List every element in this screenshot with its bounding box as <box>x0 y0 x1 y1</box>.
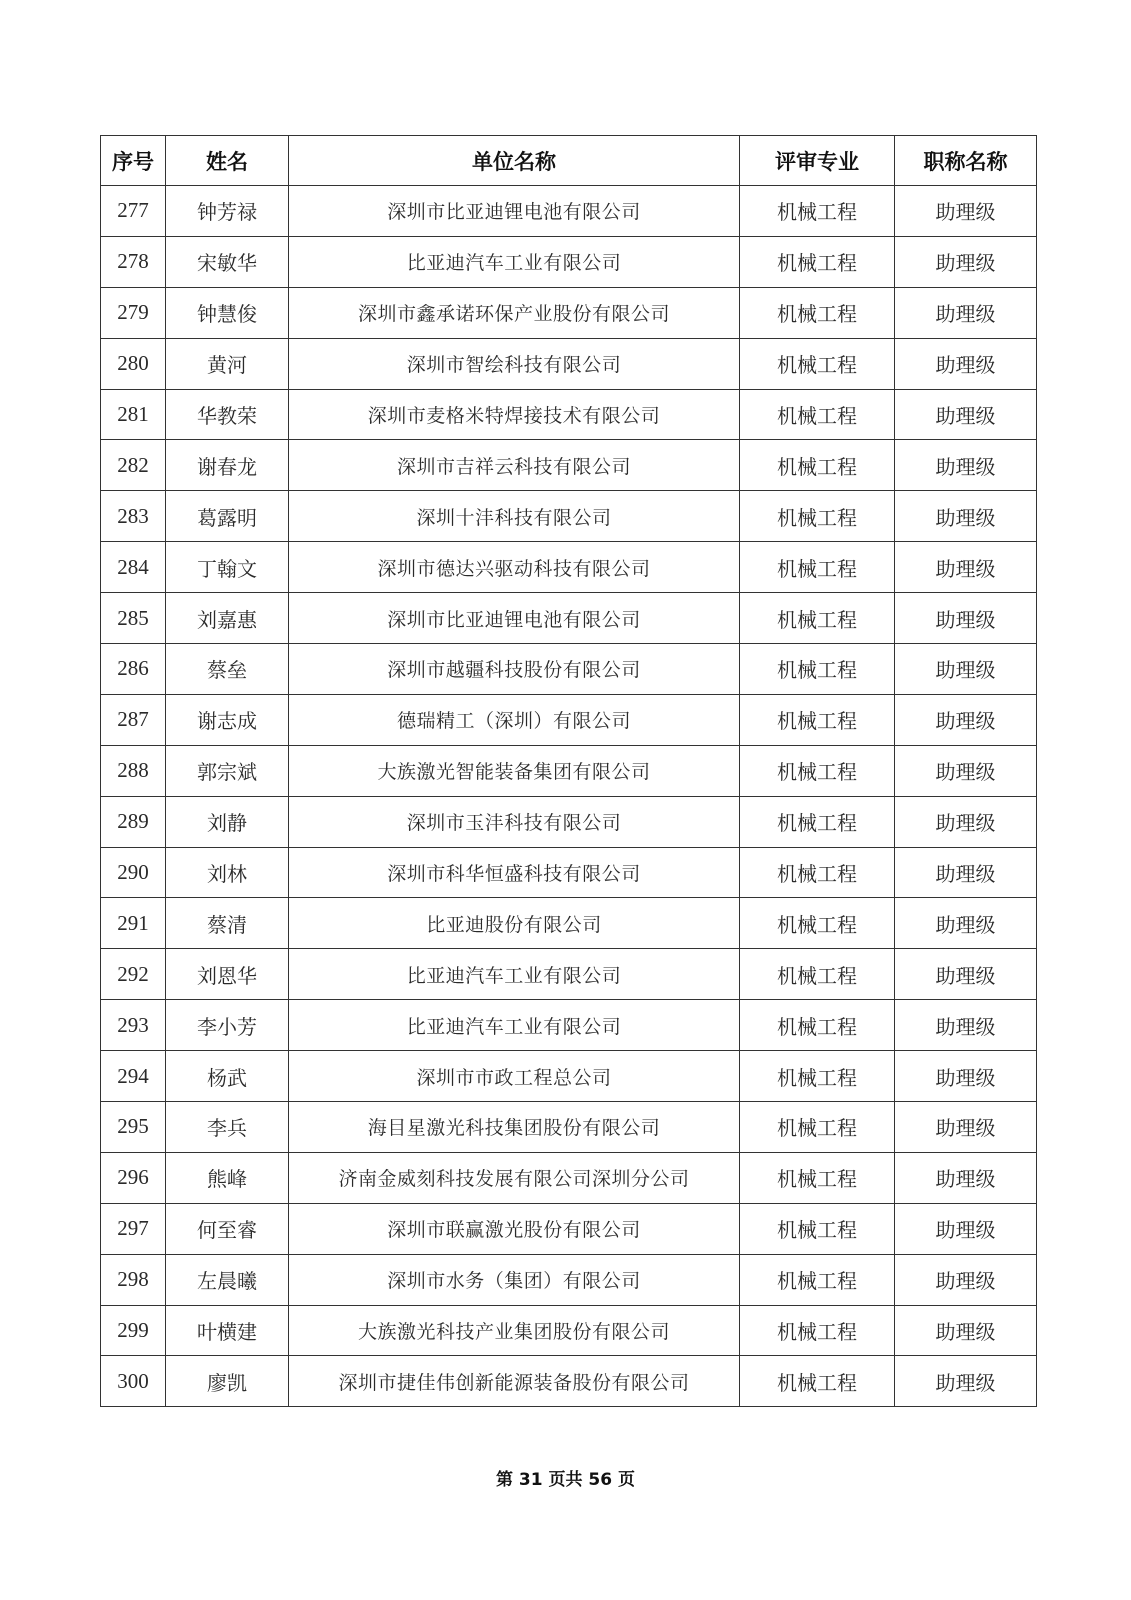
cell-title: 助理级 <box>895 694 1037 745</box>
cell-organization: 深圳市吉祥云科技有限公司 <box>289 440 740 491</box>
cell-name: 叶横建 <box>166 1305 289 1356</box>
cell-organization: 比亚迪股份有限公司 <box>289 898 740 949</box>
cell-title: 助理级 <box>895 1102 1037 1153</box>
cell-name: 钟慧俊 <box>166 287 289 338</box>
cell-specialty: 机械工程 <box>740 898 895 949</box>
header-index: 序号 <box>101 136 166 186</box>
cell-specialty: 机械工程 <box>740 1356 895 1407</box>
cell-specialty: 机械工程 <box>740 694 895 745</box>
cell-name: 李小芳 <box>166 1000 289 1051</box>
cell-organization: 海目星激光科技集团股份有限公司 <box>289 1102 740 1153</box>
cell-specialty: 机械工程 <box>740 389 895 440</box>
cell-name: 黄河 <box>166 338 289 389</box>
cell-name: 何至睿 <box>166 1203 289 1254</box>
cell-title: 助理级 <box>895 389 1037 440</box>
cell-specialty: 机械工程 <box>740 1254 895 1305</box>
cell-index: 286 <box>101 644 166 695</box>
cell-title: 助理级 <box>895 1254 1037 1305</box>
cell-specialty: 机械工程 <box>740 949 895 1000</box>
cell-title: 助理级 <box>895 440 1037 491</box>
cell-title: 助理级 <box>895 236 1037 287</box>
cell-title: 助理级 <box>895 796 1037 847</box>
table-row <box>101 287 1037 338</box>
table-row <box>101 389 1037 440</box>
cell-name: 李兵 <box>166 1102 289 1153</box>
table-row <box>101 796 1037 847</box>
table-row <box>101 542 1037 593</box>
cell-specialty: 机械工程 <box>740 1152 895 1203</box>
cell-name: 刘恩华 <box>166 949 289 1000</box>
cell-organization: 深圳市玉沣科技有限公司 <box>289 796 740 847</box>
cell-index: 280 <box>101 338 166 389</box>
cell-specialty: 机械工程 <box>740 1305 895 1356</box>
cell-organization: 济南金威刻科技发展有限公司深圳分公司 <box>289 1152 740 1203</box>
cell-organization: 深圳市麦格米特焊接技术有限公司 <box>289 389 740 440</box>
cell-index: 282 <box>101 440 166 491</box>
cell-index: 278 <box>101 236 166 287</box>
cell-organization: 深圳市捷佳伟创新能源装备股份有限公司 <box>289 1356 740 1407</box>
cell-organization: 深圳市水务（集团）有限公司 <box>289 1254 740 1305</box>
cell-organization: 深圳市比亚迪锂电池有限公司 <box>289 593 740 644</box>
cell-specialty: 机械工程 <box>740 593 895 644</box>
cell-title: 助理级 <box>895 1356 1037 1407</box>
cell-index: 284 <box>101 542 166 593</box>
cell-specialty: 机械工程 <box>740 1203 895 1254</box>
table-row <box>101 1254 1037 1305</box>
cell-specialty: 机械工程 <box>740 847 895 898</box>
table-row <box>101 236 1037 287</box>
cell-organization: 大族激光智能装备集团有限公司 <box>289 745 740 796</box>
cell-name: 蔡清 <box>166 898 289 949</box>
cell-name: 熊峰 <box>166 1152 289 1203</box>
roster-table-container <box>100 135 1036 1407</box>
cell-index: 277 <box>101 186 166 237</box>
cell-organization: 深圳市越疆科技股份有限公司 <box>289 644 740 695</box>
cell-index: 300 <box>101 1356 166 1407</box>
cell-specialty: 机械工程 <box>740 644 895 695</box>
cell-name: 谢志成 <box>166 694 289 745</box>
cell-specialty: 机械工程 <box>740 1051 895 1102</box>
cell-index: 290 <box>101 847 166 898</box>
table-row <box>101 949 1037 1000</box>
table-row <box>101 186 1037 237</box>
cell-index: 299 <box>101 1305 166 1356</box>
cell-specialty: 机械工程 <box>740 1102 895 1153</box>
cell-index: 297 <box>101 1203 166 1254</box>
cell-organization: 德瑞精工（深圳）有限公司 <box>289 694 740 745</box>
cell-specialty: 机械工程 <box>740 1000 895 1051</box>
cell-organization: 深圳市鑫承诺环保产业股份有限公司 <box>289 287 740 338</box>
table-row <box>101 593 1037 644</box>
cell-name: 谢春龙 <box>166 440 289 491</box>
cell-specialty: 机械工程 <box>740 745 895 796</box>
roster-table <box>100 135 1037 1407</box>
cell-title: 助理级 <box>895 593 1037 644</box>
cell-title: 助理级 <box>895 491 1037 542</box>
cell-name: 钟芳禄 <box>166 186 289 237</box>
cell-name: 丁翰文 <box>166 542 289 593</box>
cell-index: 288 <box>101 745 166 796</box>
table-row <box>101 898 1037 949</box>
cell-organization: 深圳市市政工程总公司 <box>289 1051 740 1102</box>
cell-organization: 深圳市智绘科技有限公司 <box>289 338 740 389</box>
header-title: 职称名称 <box>895 136 1037 186</box>
cell-index: 292 <box>101 949 166 1000</box>
table-row <box>101 1356 1037 1407</box>
cell-index: 287 <box>101 694 166 745</box>
table-body <box>101 186 1037 1407</box>
cell-title: 助理级 <box>895 1152 1037 1203</box>
cell-organization: 深圳市比亚迪锂电池有限公司 <box>289 186 740 237</box>
cell-organization: 比亚迪汽车工业有限公司 <box>289 1000 740 1051</box>
cell-title: 助理级 <box>895 745 1037 796</box>
cell-specialty: 机械工程 <box>740 186 895 237</box>
table-row <box>101 338 1037 389</box>
header-specialty: 评审专业 <box>740 136 895 186</box>
table-row <box>101 491 1037 542</box>
table-row <box>101 1203 1037 1254</box>
cell-index: 295 <box>101 1102 166 1153</box>
cell-index: 296 <box>101 1152 166 1203</box>
table-row <box>101 694 1037 745</box>
cell-title: 助理级 <box>895 186 1037 237</box>
cell-index: 281 <box>101 389 166 440</box>
table-row <box>101 745 1037 796</box>
cell-specialty: 机械工程 <box>740 542 895 593</box>
table-row <box>101 1305 1037 1356</box>
cell-index: 298 <box>101 1254 166 1305</box>
table-row <box>101 440 1037 491</box>
cell-title: 助理级 <box>895 949 1037 1000</box>
cell-name: 杨武 <box>166 1051 289 1102</box>
table-row <box>101 1152 1037 1203</box>
cell-organization: 深圳市联赢激光股份有限公司 <box>289 1203 740 1254</box>
cell-title: 助理级 <box>895 847 1037 898</box>
cell-title: 助理级 <box>895 898 1037 949</box>
cell-name: 刘静 <box>166 796 289 847</box>
table-row <box>101 1000 1037 1051</box>
cell-specialty: 机械工程 <box>740 440 895 491</box>
cell-title: 助理级 <box>895 1305 1037 1356</box>
cell-name: 郭宗斌 <box>166 745 289 796</box>
cell-title: 助理级 <box>895 1051 1037 1102</box>
cell-index: 294 <box>101 1051 166 1102</box>
cell-organization: 深圳市德达兴驱动科技有限公司 <box>289 542 740 593</box>
header-name: 姓名 <box>166 136 289 186</box>
cell-specialty: 机械工程 <box>740 236 895 287</box>
cell-index: 279 <box>101 287 166 338</box>
cell-specialty: 机械工程 <box>740 287 895 338</box>
cell-title: 助理级 <box>895 287 1037 338</box>
cell-title: 助理级 <box>895 1203 1037 1254</box>
cell-title: 助理级 <box>895 644 1037 695</box>
table-row <box>101 1051 1037 1102</box>
table-row <box>101 1102 1037 1153</box>
cell-index: 285 <box>101 593 166 644</box>
cell-index: 283 <box>101 491 166 542</box>
table-row <box>101 644 1037 695</box>
cell-name: 刘林 <box>166 847 289 898</box>
table-header-row <box>101 136 1037 186</box>
cell-name: 葛露明 <box>166 491 289 542</box>
page-number: 第 31 页共 56 页 <box>496 1470 635 1490</box>
cell-organization: 比亚迪汽车工业有限公司 <box>289 949 740 1000</box>
cell-name: 左晨曦 <box>166 1254 289 1305</box>
cell-title: 助理级 <box>895 338 1037 389</box>
cell-title: 助理级 <box>895 1000 1037 1051</box>
cell-specialty: 机械工程 <box>740 338 895 389</box>
cell-index: 291 <box>101 898 166 949</box>
cell-name: 华教荣 <box>166 389 289 440</box>
cell-name: 刘嘉惠 <box>166 593 289 644</box>
cell-name: 蔡垒 <box>166 644 289 695</box>
cell-organization: 大族激光科技产业集团股份有限公司 <box>289 1305 740 1356</box>
cell-organization: 深圳十沣科技有限公司 <box>289 491 740 542</box>
cell-name: 廖凯 <box>166 1356 289 1407</box>
cell-name: 宋敏华 <box>166 236 289 287</box>
cell-organization: 深圳市科华恒盛科技有限公司 <box>289 847 740 898</box>
header-organization: 单位名称 <box>289 136 740 186</box>
cell-organization: 比亚迪汽车工业有限公司 <box>289 236 740 287</box>
table-row <box>101 847 1037 898</box>
cell-specialty: 机械工程 <box>740 491 895 542</box>
cell-index: 293 <box>101 1000 166 1051</box>
cell-title: 助理级 <box>895 542 1037 593</box>
cell-specialty: 机械工程 <box>740 796 895 847</box>
cell-index: 289 <box>101 796 166 847</box>
